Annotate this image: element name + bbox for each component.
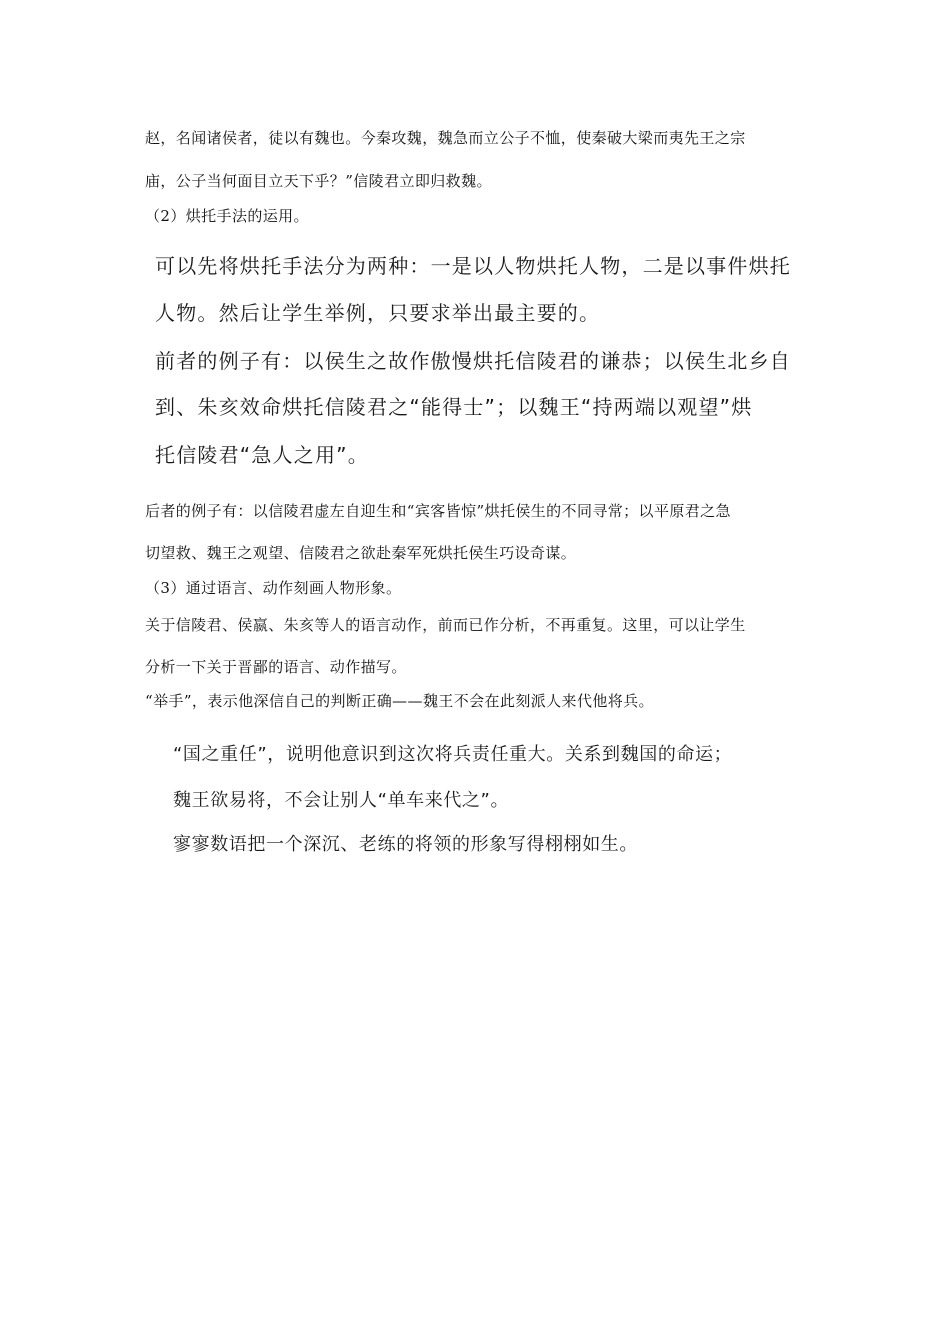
image-text-line-3: 前者的例子有：以侯生之故作傲慢烘托信陵君的谦恭；以侯生北乡自	[155, 349, 791, 373]
jushou-line: “举手”，表示他深信自己的判断正确——魏王不会在此刻派人来代他将兵。	[145, 692, 654, 710]
section-2-heading: （2）烘托手法的运用。	[145, 207, 309, 225]
section-3-paragraph-line-2: 分析一下关于晋鄙的语言、动作描写。	[145, 658, 407, 676]
intro-line-2: 庙，公子当何面目立天下乎？”信陵君立即归救魏。	[145, 172, 492, 190]
image-text-line-4: 到、朱亥效命烘托信陵君之“能得士”；以魏王“持两端以观望”烘	[155, 395, 753, 419]
latter-examples-line-2: 切望救、魏王之观望、信陵君之欲赴秦军死烘托侯生巧设奇谋。	[145, 544, 577, 562]
image-text-2-line-2: 魏王欲易将，不会让别人“单车来代之”。	[173, 790, 510, 811]
intro-line-1: 赵，名闻诸侯者，徒以有魏也。今秦攻魏，魏急而立公子不恤，使秦破大梁而夷先王之宗	[145, 129, 746, 147]
image-text-2-line-3: 寥寥数语把一个深沉、老练的将领的形象写得栩栩如生。	[173, 834, 638, 855]
latter-examples-line-1: 后者的例子有：以信陵君虚左自迎生和“宾客皆惊”烘托侯生的不同寻常；以平原君之急	[145, 502, 731, 520]
image-text-line-2: 人物。然后让学生举例，只要求举出最主要的。	[155, 301, 601, 325]
image-text-line-1: 可以先将烘托手法分为两种：一是以人物烘托人物，二是以事件烘托	[155, 254, 791, 278]
section-3-paragraph-line-1: 关于信陵君、侯嬴、朱亥等人的语言动作，前而已作分析，不再重复。这里，可以让学生	[145, 616, 746, 634]
section-3-heading: （3）通过语言、动作刻画人物形象。	[145, 579, 402, 597]
image-text-line-5: 托信陵君“急人之用”。	[155, 443, 369, 467]
image-text-2-line-1: “国之重任”，说明他意识到这次将兵责任重大。关系到魏国的命运；	[173, 744, 733, 765]
